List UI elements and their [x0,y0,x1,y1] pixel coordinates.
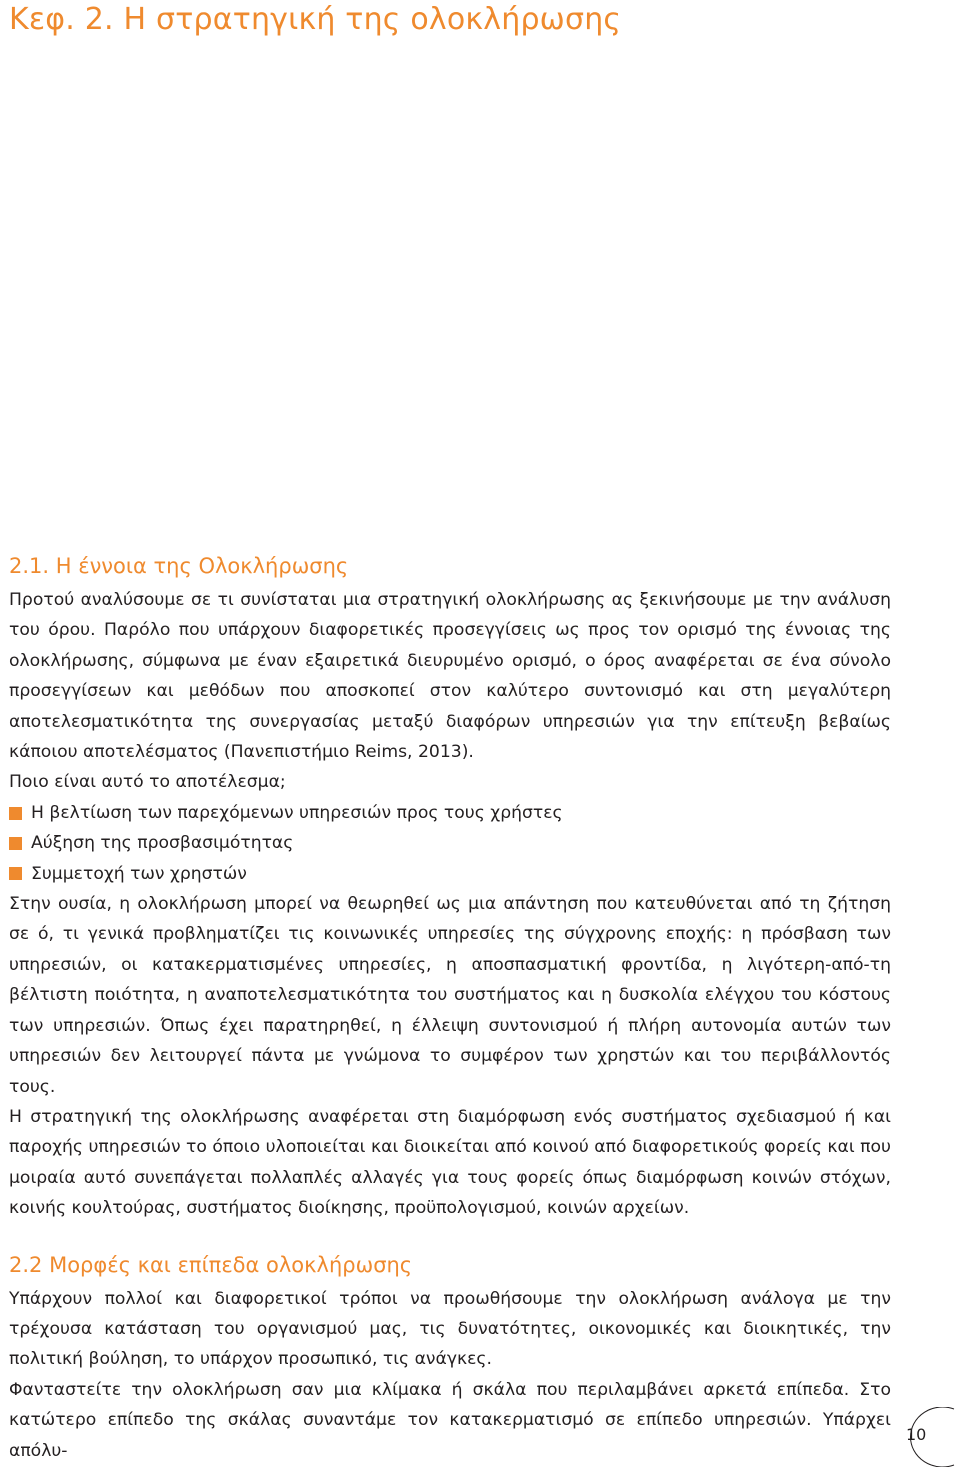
section-2-paragraph-2: Φανταστείτε την ολοκλήρωση σαν μια κλίμακα ή σκάλα που περιλαμβάνει αρκετά επίπεδα. Στο κατώτερο επίπεδο της σκάλας συναντάμε τον κατακερματισμό σε επίπεδο υπηρεσιών. Υπάρχει απόλυ- [9,1379,891,1461]
list-item [9,828,891,858]
section-1-paragraph-3: Η στρατηγική της ολοκλήρωσης αναφέρεται στη διαμόρφωση ενός συστήματος σχεδιασμού ή και παροχής υπηρεσιών το όποιο υλοποιείται και διοικείται από κοινού από διαφορετικούς φορείς και που μοιραία αυτό συνεπάγεται πολλαπλές αλλαγές για τους φορείς όπως διαμόρφωση κοινών στόχων, κοινής κουλτούρας, συστήματος διοίκησης, προϋπολογισμού, κοινών αρχείων. [9,1106,891,1219]
page-number-badge [888,1407,960,1467]
page-content [9,547,891,1466]
page-number: 10 [906,1425,927,1444]
result-bullet-list [9,798,891,889]
section-2-paragraph-1: Υπάρχουν πολλοί και διαφορετικοί τρόποι να προωθήσουμε την ολοκλήρωση ανάλογα με την τρέχουσα κατάσταση του οργανισμού μας, τις δυνατότητες, οικονομικές και διοικητικές, την πολιτική βούληση, το υπάρχον προσωπικό, τις ανάγκες. [9,1288,891,1370]
square-bullet-icon [9,837,22,850]
section-1-paragraph-2: Στην ουσία, η ολοκλήρωση μπορεί να θεωρηθεί ως μια απάντηση που κατευθύνεται από τη ζήτηση σε ό, τι γενικά προβληματίζει τις κοινωνικές υπηρεσίες της σύγχρονης εποχής: η πρόσβαση των υπηρεσιών, οι κατακερματισμένες υπηρεσίες, η αποσπασματική φροντίδα, η λιγότερη-από-τη βέλτιστη ποιότητα, η αναποτελεσματικότητα του συστήματος και η δυσκολία ελέγχου του κόστους των υπηρεσιών. Όπως έχει παρατηρηθεί, η έλλειψη συντονισμού ή πλήρη αυτονομία αυτών των υπηρεσιών δεν λειτουργεί πάντα με γνώμονα το συμφέρον των χρηστών και του περιβάλλοντός τους. [9,894,891,1097]
list-item [9,798,891,828]
chapter-title: Κεφ. 2. Η στρατηγική της ολοκλήρωσης [9,2,622,37]
list-item-text: Η βελτίωση των παρεχόμενων υπηρεσιών προς τους χρήστες [31,802,563,823]
section-1-paragraph-1: Προτού αναλύσουμε σε τι συνίσταται μια στρατηγική ολοκλήρωσης ας ξεκινήσουμε με την ανάλυση του όρου. Παρόλο που υπάρχουν διαφορετικές προσεγγίσεις ως προς τον ορισμό της έννοιας της ολοκλήρωσης, σύμφωνα με έναν εξαιρετικά διευρυμένο ορισμό, ο όρος αναφέρεται σε ένα σύνολο προσεγγίσεων και μεθόδων που αποσκοπεί στον καλύτερο συντονισμό και στη μεγαλύτερη αποτελεσματικότητα της συνεργασίας μεταξύ διαφόρων υπηρεσιών για την επίτευξη βεβαίως κάποιου αποτελέσματος (Πανεπιστήμιο Reims, 2013). [9,590,891,763]
square-bullet-icon [9,867,22,880]
section-1-title: 2.1. Η έννοια της Ολοκλήρωσης [9,554,349,578]
section-2-title: 2.2 Μορφές και επίπεδα ολοκλήρωσης [9,1252,413,1277]
square-bullet-icon [9,807,22,820]
list-item-text: Συμμετοχή των χρηστών [31,863,247,884]
list-item-text: Αύξηση της προσβασιμότητας [31,833,294,854]
list-item [9,859,891,889]
section-1-question: Ποιο είναι αυτό το αποτέλεσμα; [9,772,286,793]
